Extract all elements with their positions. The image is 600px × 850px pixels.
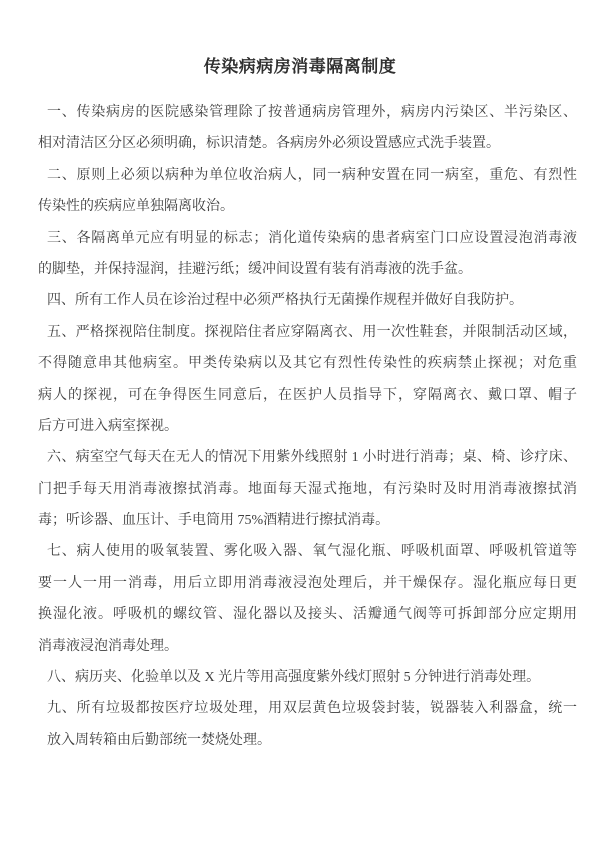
paragraph-line: 要一人一用一消毒，用后立即用消毒液浸泡处理后，并干燥保存。湿化瓶应每日更: [38, 575, 577, 591]
paragraph-line: 的脚垫，并保持湿润，挂避污纸；缓冲间设置有装有消毒液的洗手盆。: [38, 261, 472, 277]
paragraph-8: [38, 662, 577, 693]
paragraph-line: 换湿化液。呼吸机的螺纹管、湿化器以及接头、活瓣通气阀等可拆卸部分应定期用: [38, 607, 577, 623]
paragraph-line: 病人的探视，可在争得医生同意后，在医护人员指导下，穿隔离衣、戴口罩、帽子: [38, 387, 577, 403]
paragraph-line: 毒；听诊器、血压计、手电筒用 75%酒精进行擦拭消毒。: [38, 513, 390, 529]
paragraph-5: [38, 317, 577, 443]
paragraph-line: 五、严格探视陪住制度。探视陪住者应穿隔离衣、用一次性鞋套，并限制活动区域，: [47, 324, 577, 340]
paragraph-3: [38, 223, 577, 286]
paragraph-4: [38, 285, 577, 316]
paragraph-line: 放入周转箱由后勤部统一焚烧处理。: [47, 732, 271, 748]
paragraph-line: 门把手每天用消毒液擦拭消毒。地面每天湿式拖地，有污染时及时用消毒液擦拭消: [38, 481, 577, 497]
paragraph-6: [38, 442, 577, 536]
paragraph-line: 四、所有工作人员在诊治过程中必须严格执行无菌操作规程并做好自我防护。: [47, 293, 523, 309]
paragraph-line: 不得随意串其他病室。甲类传染病以及其它有烈性传染性的疾病禁止探视；对危重: [38, 356, 577, 372]
paragraph-line: 一、传染病房的医院感染管理除了按普通病房管理外，病房内污染区、半污染区、: [47, 105, 577, 120]
paragraph-line: 传染性的疾病应单独隔离收治。: [38, 199, 234, 215]
paragraph-7: [38, 536, 577, 662]
paragraph-2: [38, 160, 577, 223]
paragraph-line: 六、病室空气每天在无人的情况下用紫外线照射 1 小时进行消毒；桌、椅、诊疗床、: [47, 450, 577, 466]
document-body: [0, 97, 600, 756]
paragraph-line: 九、所有垃圾都按医疗垃圾处理，用双层黄色垃圾袋封装，锐器装入利器盒，统一: [47, 701, 577, 717]
paragraph-line: 二、原则上必须以病种为单位收治病人，同一病种安置在同一病室，重危、有烈性: [47, 167, 577, 183]
paragraph-line: 三、各隔离单元应有明显的标志；消化道传染病的患者病室门口应设置浸泡消毒液: [47, 230, 577, 246]
document-title: 传染病病房消毒隔离制度: [203, 57, 397, 76]
paragraph-line: 八、病历夹、化验单以及 X 光片等用高强度紫外线灯照射 5 分钟进行消毒处理。: [47, 670, 541, 686]
paragraph-9: [38, 693, 577, 756]
paragraph-line: 相对清洁区分区必须明确，标识清楚。各病房外必须设置感应式洗手装置。: [38, 136, 500, 152]
paragraph-1: [38, 97, 577, 160]
paragraph-line: 消毒液浸泡消毒处理。: [38, 638, 178, 654]
paragraph-line: 后方可进入病室探视。: [38, 418, 178, 434]
paragraph-line: 七、病人使用的吸氧装置、雾化吸入器、氧气湿化瓶、呼吸机面罩、呼吸机管道等: [47, 544, 577, 560]
